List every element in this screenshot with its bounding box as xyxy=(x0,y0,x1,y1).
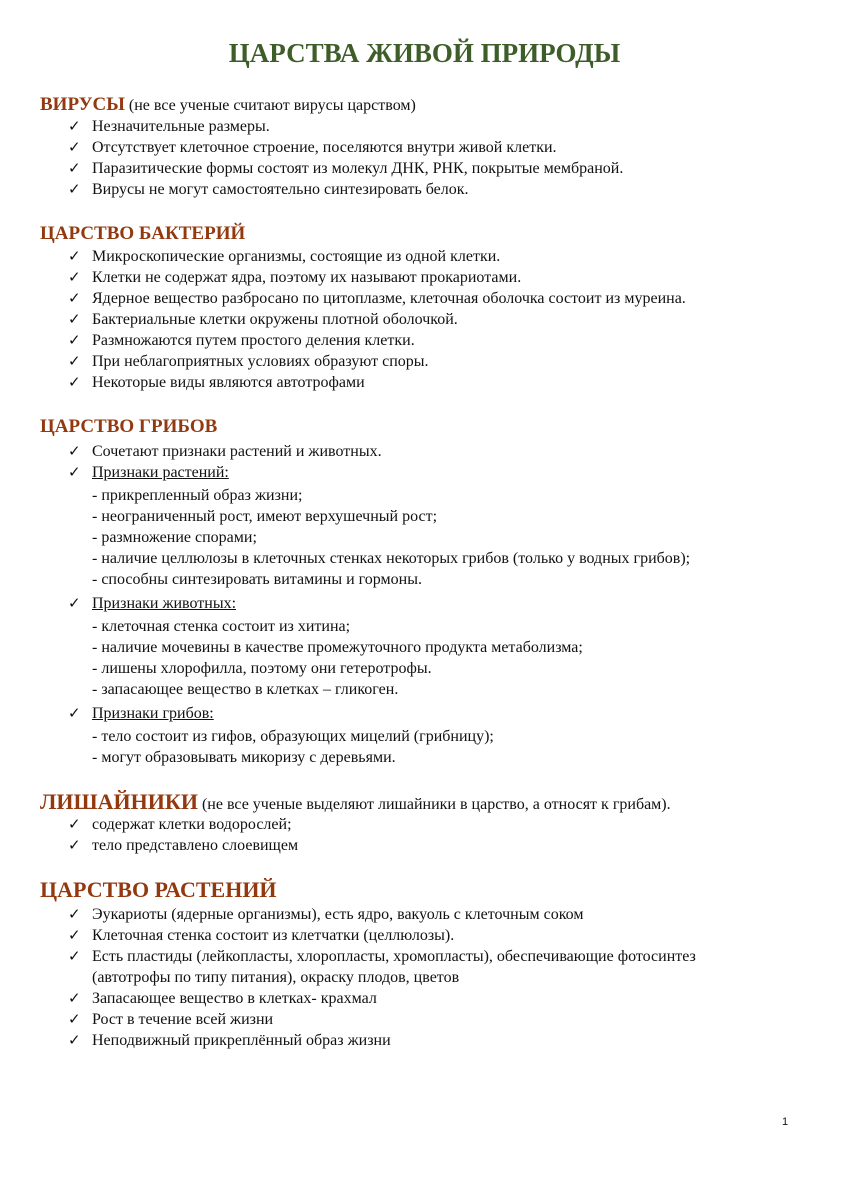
heading-text: ЦАРСТВО БАКТЕРИЙ xyxy=(40,223,246,244)
sub-item: - неограниченный рост, имеют верхушечный рост; xyxy=(92,508,438,525)
checkmark-icon: ✓ xyxy=(68,161,81,177)
checkmark-icon: ✓ xyxy=(68,907,81,923)
sub-item: - способны синтезировать витамины и гормоны. xyxy=(92,571,422,588)
sub-item: - размножение спорами; xyxy=(92,529,257,546)
list-item: тело представлено слоевищем xyxy=(92,837,299,854)
checkmark-icon: ✓ xyxy=(68,291,81,307)
checkmark-icon: ✓ xyxy=(68,140,81,156)
list-item: Паразитические формы состоят из молекул ДНК, РНК, покрытые мембраной. xyxy=(92,160,624,177)
checkmark-icon: ✓ xyxy=(68,182,81,198)
list-item: Рост в течение всей жизни xyxy=(92,1011,274,1028)
sub-item: - запасающее вещество в клетках – гликоген. xyxy=(92,681,399,698)
checkmark-icon: ✓ xyxy=(68,249,81,265)
sub-item: - клеточная стенка состоит из хитина; xyxy=(92,618,351,635)
sub-item: (автотрофы по типу питания), окраску плодов, цветов xyxy=(92,969,460,986)
list-item: Признаки животных: xyxy=(92,595,237,612)
list-item: Ядерное вещество разбросано по цитоплазме, клеточная оболочка состоит из муреина. xyxy=(92,290,686,307)
list-item: При неблагоприятных условиях образуют споры. xyxy=(92,353,429,370)
heading-note: (не все ученые выделяют лишайники в царство, а относят к грибам). xyxy=(197,796,671,813)
checkmark-icon: ✓ xyxy=(68,706,81,722)
sub-item: - лишены хлорофилла, поэтому они гетеротрофы. xyxy=(92,660,432,677)
list-item: Клетки не содержат ядра, поэтому их называют прокариотами. xyxy=(92,269,522,286)
checkmark-icon: ✓ xyxy=(68,817,81,833)
heading-note: (не все ученые считают вирусы царством) xyxy=(124,97,416,114)
list-item: Бактериальные клетки окружены плотной оболочкой. xyxy=(92,311,458,328)
page-number: 1 xyxy=(782,1116,789,1128)
heading-text: ВИРУСЫ xyxy=(40,94,125,115)
checkmark-icon: ✓ xyxy=(68,312,81,328)
list-item: Сочетают признаки растений и животных. xyxy=(92,443,382,460)
list-item: Признаки грибов: xyxy=(92,705,214,722)
list-item: Неподвижный прикреплённый образ жизни xyxy=(92,1032,391,1049)
list-item: Некоторые виды являются автотрофами xyxy=(92,374,365,391)
checkmark-icon: ✓ xyxy=(68,838,81,854)
section-heading xyxy=(40,416,217,438)
list-item: Запасающее вещество в клетках- крахмал xyxy=(92,990,377,1007)
section-heading xyxy=(40,94,416,116)
list-item: Вирусы не могут самостоятельно синтезировать белок. xyxy=(92,181,469,198)
checkmark-icon: ✓ xyxy=(68,1012,81,1028)
sub-item: - наличие целлюлозы в клеточных стенках некоторых грибов (только у водных грибов); xyxy=(92,550,691,567)
checkmark-icon: ✓ xyxy=(68,465,81,481)
checkmark-icon: ✓ xyxy=(68,444,81,460)
heading-text: ЦАРСТВО ГРИБОВ xyxy=(40,416,218,437)
heading-text: ЦАРСТВО РАСТЕНИЙ xyxy=(40,877,277,902)
list-item: Эукариоты (ядерные организмы), есть ядро, вакуоль с клеточным соком xyxy=(92,906,584,923)
section-heading xyxy=(40,877,277,903)
sub-item: - прикрепленный образ жизни; xyxy=(92,487,303,504)
list-item: Клеточная стенка состоит из клетчатки (целлюлозы). xyxy=(92,927,455,944)
checkmark-icon: ✓ xyxy=(68,991,81,1007)
checkmark-icon: ✓ xyxy=(68,1033,81,1049)
list-item: Незначительные размеры. xyxy=(92,118,270,135)
checkmark-icon: ✓ xyxy=(68,596,81,612)
list-item: содержат клетки водорослей; xyxy=(92,816,292,833)
section-heading xyxy=(40,789,671,815)
list-item: Признаки растений: xyxy=(92,464,229,481)
page-title: ЦАРСТВА ЖИВОЙ ПРИРОДЫ xyxy=(228,38,621,68)
list-item: Размножаются путем простого деления клетки. xyxy=(92,332,415,349)
checkmark-icon: ✓ xyxy=(68,375,81,391)
list-item: Микроскопические организмы, состоящие из одной клетки. xyxy=(92,248,501,265)
checkmark-icon: ✓ xyxy=(68,333,81,349)
section-heading xyxy=(40,223,245,245)
heading-text: ЛИШАЙНИКИ xyxy=(40,789,198,814)
sub-item: - наличие мочевины в качестве промежуточного продукта метаболизма; xyxy=(92,639,583,656)
sub-item: - тело состоит из гифов, образующих мицелий (грибницу); xyxy=(92,728,494,745)
list-item: Отсутствует клеточное строение, поселяются внутри живой клетки. xyxy=(92,139,557,156)
checkmark-icon: ✓ xyxy=(68,354,81,370)
checkmark-icon: ✓ xyxy=(68,949,81,965)
checkmark-icon: ✓ xyxy=(68,119,81,135)
checkmark-icon: ✓ xyxy=(68,928,81,944)
sub-item: - могут образовывать микоризу с деревьями. xyxy=(92,749,396,766)
list-item: Есть пластиды (лейкопласты, хлоропласты, хромопласты), обеспечивающие фотосинтез xyxy=(92,948,696,965)
checkmark-icon: ✓ xyxy=(68,270,81,286)
